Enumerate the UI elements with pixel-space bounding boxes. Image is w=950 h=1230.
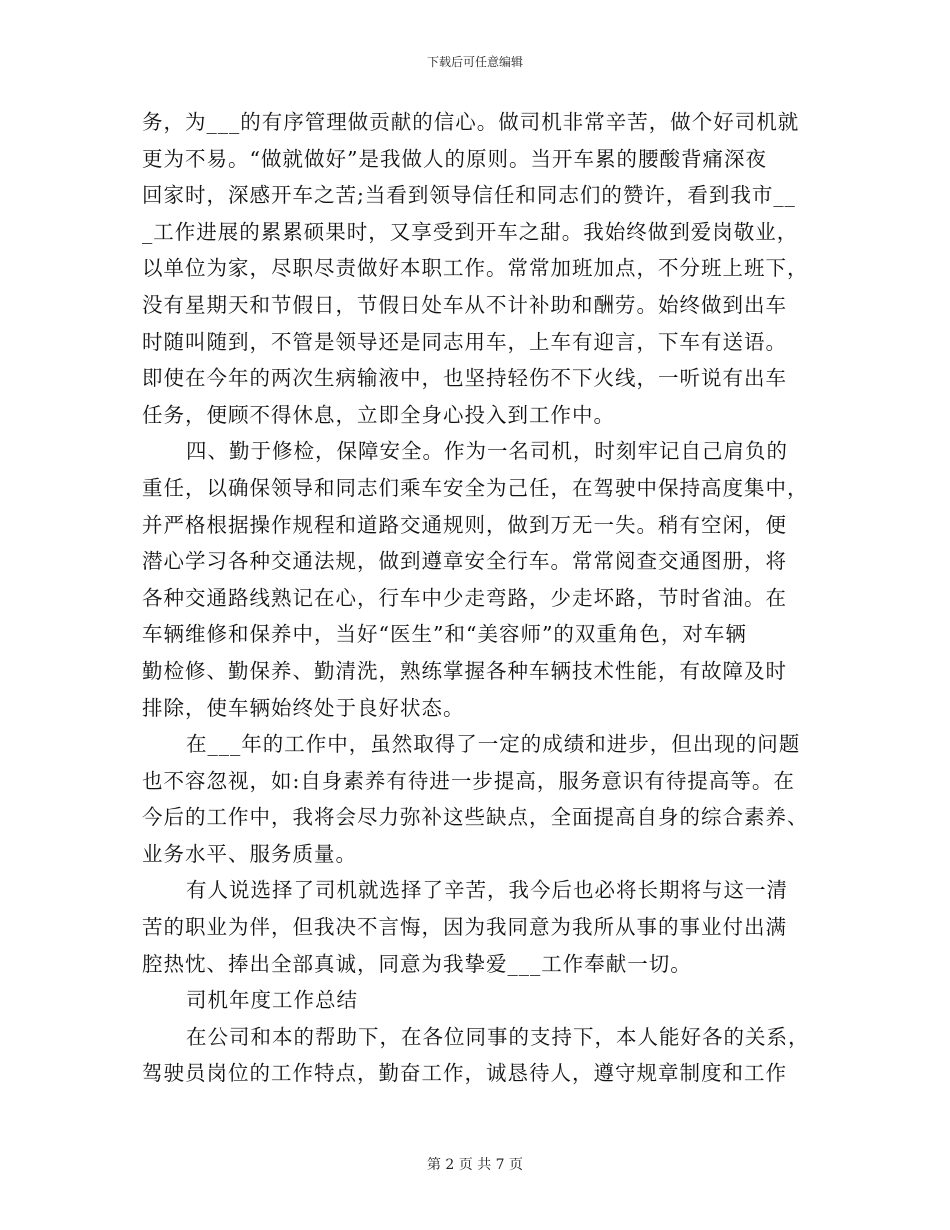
text-line: 苦的职业为伴，但我决不言悔，因为我同意为我所从事的事业付出满 — [142, 915, 787, 940]
text-line: 潜心学习各种交通法规，做到遵章安全行车。常常阅查交通图册，将 — [142, 549, 787, 574]
text-line: 并严格根据操作规程和道路交通规则，做到万无一失。稍有空闲，便 — [142, 512, 787, 537]
body-text — [142, 104, 822, 1092]
text-line: 各种交通路线熟记在心，行车中少走弯路，少走坏路，节时省油。在 — [142, 585, 787, 610]
text-line: 驾驶员岗位的工作特点，勤奋工作，诚恳待人，遵守规章制度和工作 — [142, 1061, 787, 1086]
text-line: 以单位为家，尽职尽责做好本职工作。常常加班加点，不分班上班下， — [142, 256, 809, 281]
text-line: 也不容忽视，如:自身素养有待进一步提高，服务意识有待提高等。在 — [142, 768, 795, 793]
text-line: 任务，便顾不得休息，立即全身心投入到工作中。 — [142, 402, 615, 427]
text-line: 重任，以确保领导和同志们乘车安全为己任，在驾驶中保持高度集中， — [142, 475, 809, 500]
text-line: 排除，使车辆始终处于良好状态。 — [142, 695, 465, 720]
text-line: 没有星期天和节假日，节假日处车从不计补助和酬劳。始终做到出车 — [142, 292, 787, 317]
text-line: 车辆维修和保养中，当好“医生”和“美容师”的双重角色，对车辆 — [142, 622, 747, 647]
page-number: 第 2 页 共 7 页 — [426, 1157, 524, 1173]
text-line: 腔热忱、捧出全部真诚，同意为我挚爱___工作奉献一切。 — [142, 951, 692, 976]
text-line: 勤检修、勤保养、勤清洗，熟练掌握各种车辆技术性能，有故障及时 — [142, 658, 787, 683]
paragraph-start-line: 在___年的工作中，虽然取得了一定的成绩和进步，但出现的问题 — [186, 732, 801, 757]
paragraph-start-line: 四、勤于修检，保障安全。作为一名司机，时刻牢记自己肩负的 — [186, 439, 788, 464]
section-heading: 司机年度工作总结 — [186, 988, 358, 1013]
text-line: _工作进展的累累硕果时，又享受到开车之甜。我始终做到爱岗敬业， — [142, 219, 799, 244]
text-line: 即使在今年的两次生病输液中，也坚持轻伤不下火线，一听说有出车 — [142, 366, 787, 391]
text-line: 务，为___的有序管理做贡献的信心。做司机非常辛苦，做个好司机就 — [142, 110, 800, 134]
page-header-note: 下载后可任意编辑 — [426, 55, 523, 69]
text-line: 今后的工作中，我将会尽力弥补这些缺点，全面提高自身的综合素养、 — [142, 805, 809, 830]
text-line: 时随叫随到，不管是领导还是同志用车，上车有迎言，下车有送语。 — [142, 329, 787, 354]
text-line: 业务水平、服务质量。 — [142, 841, 357, 866]
text-line: 回家时，深感开车之苦;当看到领导信任和同志们的赞许，看到我市__ — [142, 183, 796, 208]
paragraph-start-line: 在公司和本的帮助下，在各位同事的支持下，本人能好各的关系， — [186, 1024, 810, 1049]
paragraph-start-line: 有人说选择了司机就选择了辛苦，我今后也必将长期将与这一清 — [186, 878, 788, 903]
text-line: 更为不易。“做就做好”是我做人的原则。当开车累的腰酸背痛深夜 — [142, 146, 767, 171]
